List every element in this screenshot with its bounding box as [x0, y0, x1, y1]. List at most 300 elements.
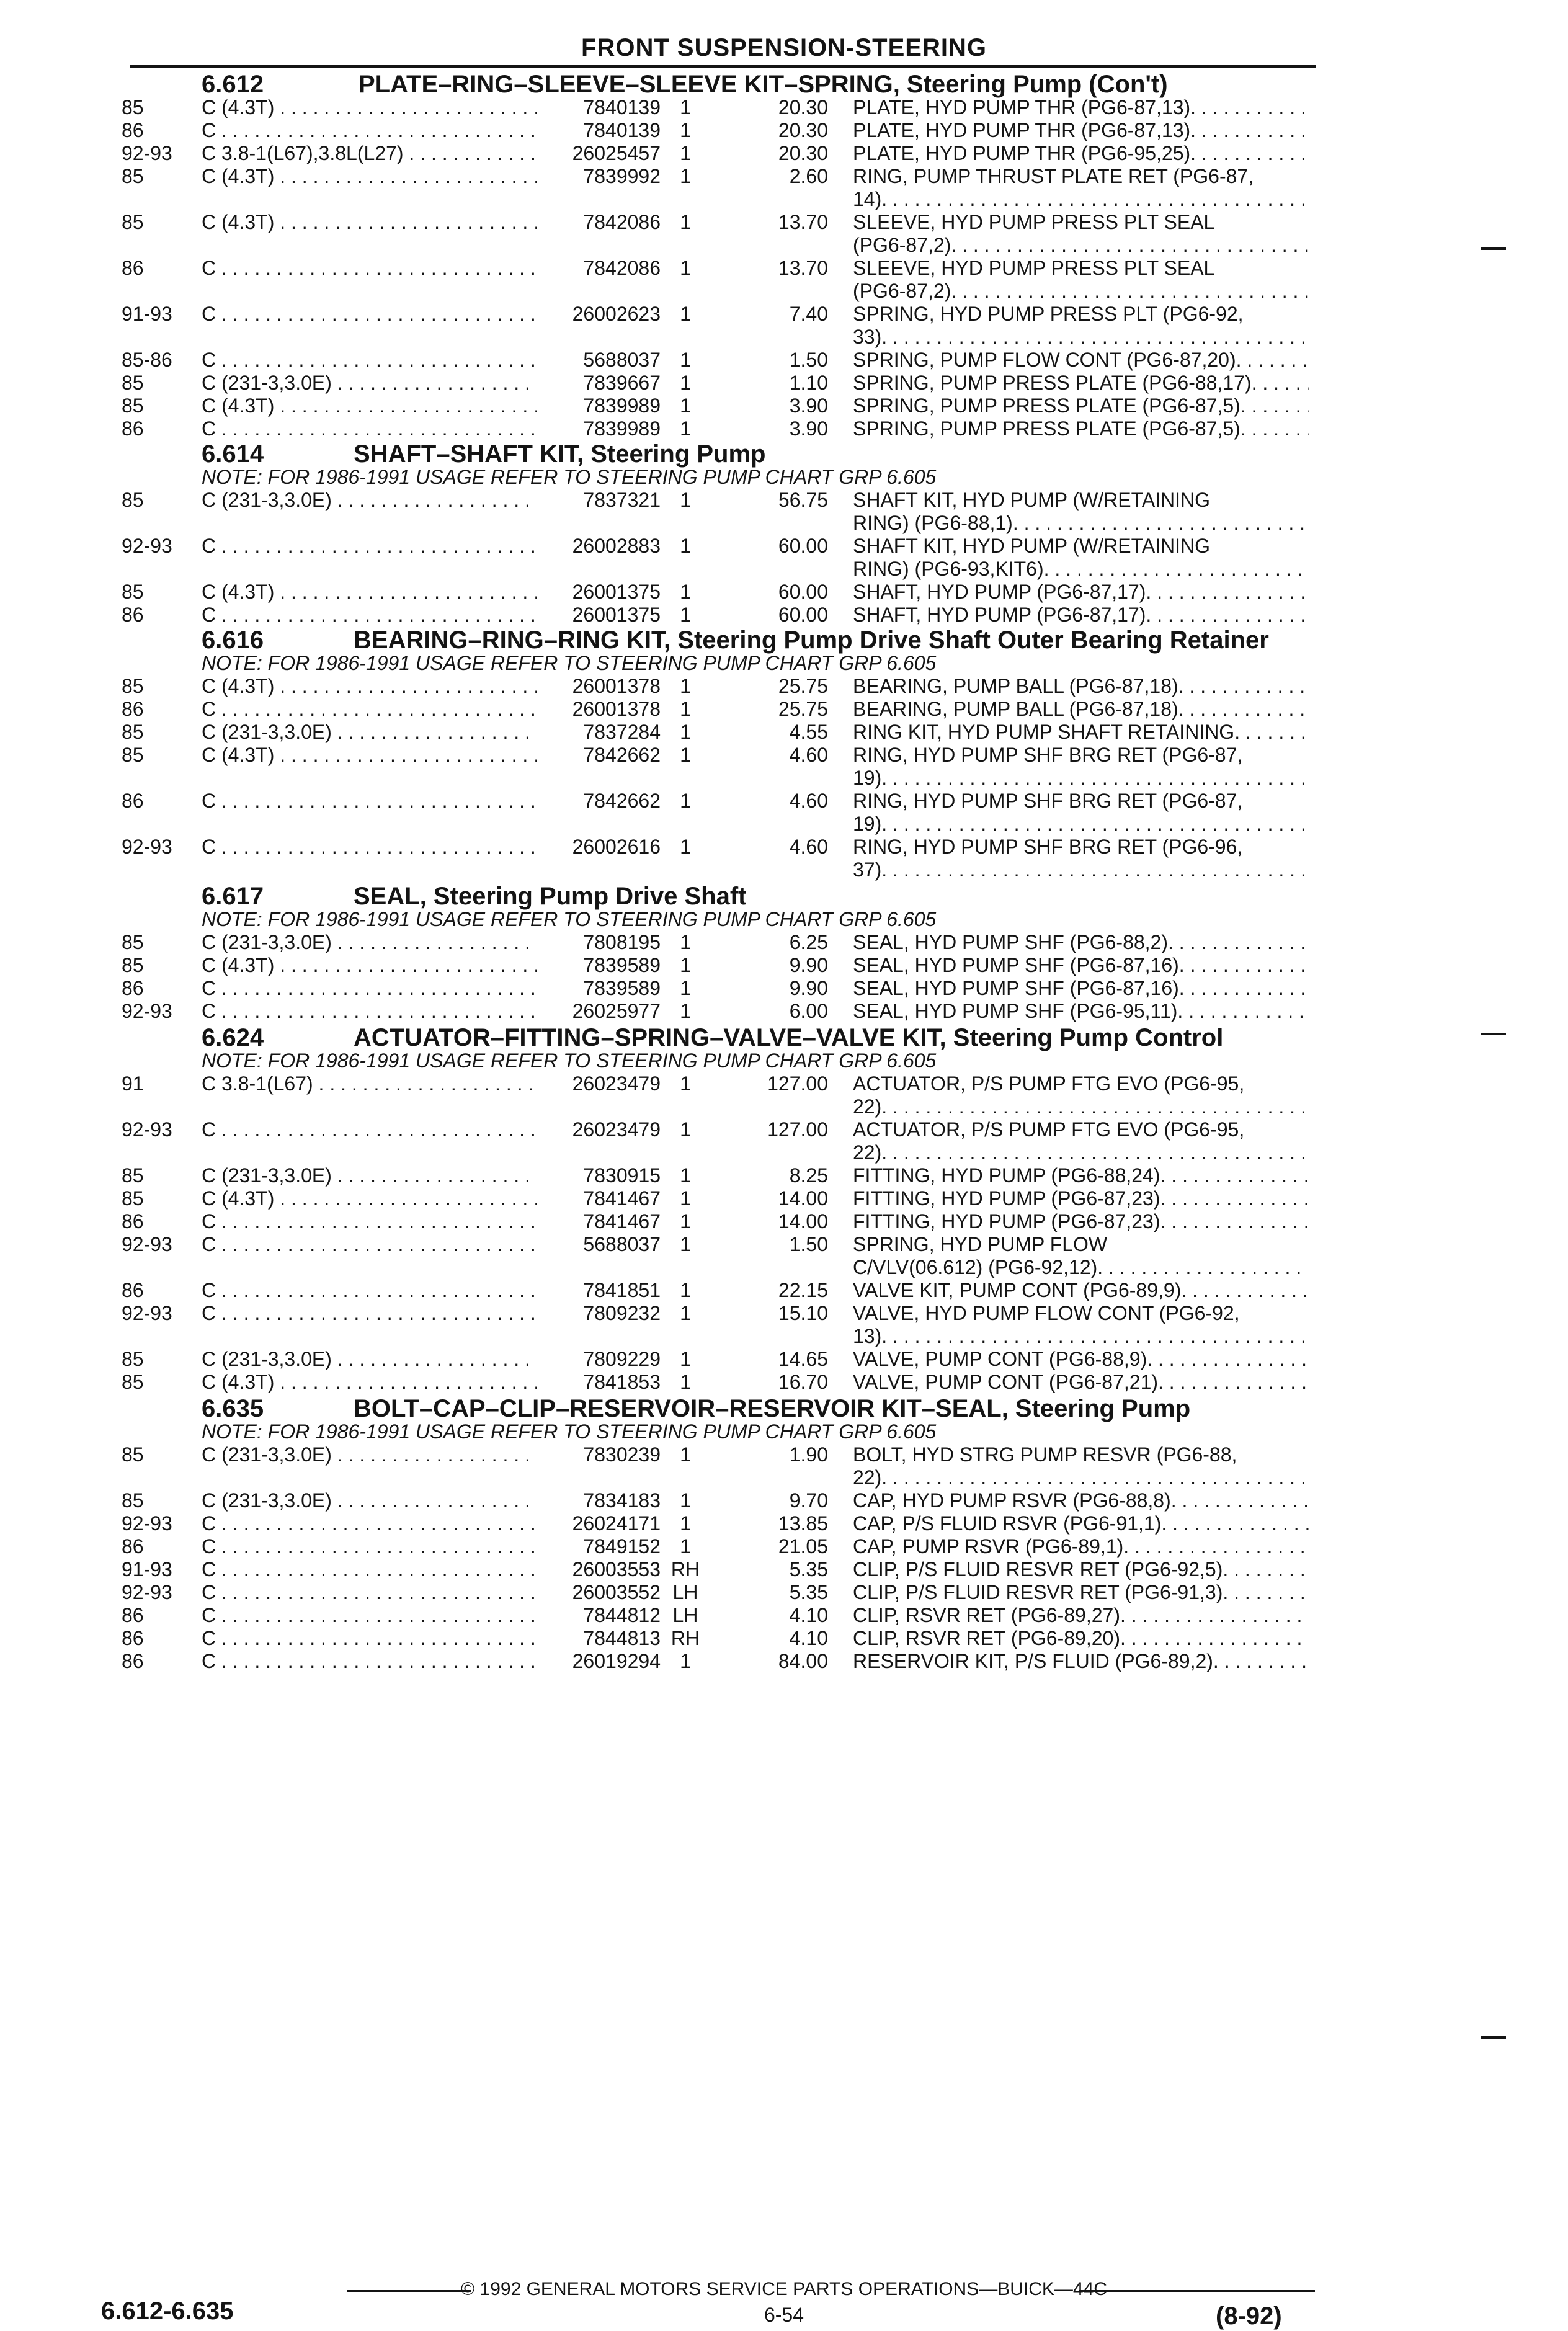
model-year: 85: [122, 744, 144, 766]
model-year: 85: [122, 675, 144, 697]
price: 1.50: [789, 1233, 828, 1255]
price: 20.30: [778, 119, 828, 141]
body-engine: C . . .: [202, 535, 537, 558]
price: 13.85: [778, 1512, 828, 1535]
part-number: 7808195: [583, 931, 661, 953]
part-number: 7841467: [583, 1210, 661, 1232]
part-name: SPRING, HYD PUMP FLOW C/VLV(06.612) (PG6-92,12) . . .: [853, 1233, 1309, 1279]
quantity: 1: [680, 142, 691, 164]
part-name: CLIP, RSVR RET (PG6-89,20) . . .: [853, 1627, 1309, 1650]
price: 3.90: [789, 394, 828, 417]
part-name: BEARING, PUMP BALL (PG6-87,18) . . .: [853, 698, 1309, 721]
price: 4.10: [789, 1627, 828, 1649]
body-engine: C . . .: [202, 977, 537, 1000]
price: 1.10: [789, 372, 828, 394]
margin-mark: [1481, 1033, 1506, 1035]
price: 4.60: [789, 744, 828, 766]
part-row: [0, 1535, 1568, 1558]
model-year: 86: [122, 417, 144, 440]
section-heading: [0, 73, 1568, 96]
part-row: [0, 1118, 1568, 1164]
part-row: [0, 96, 1568, 119]
price: 84.00: [778, 1650, 828, 1672]
price: 25.75: [778, 675, 828, 697]
section-heading: [0, 626, 1568, 654]
part-row: [0, 211, 1568, 257]
body-engine: C (4.3T) . . .: [202, 1187, 537, 1210]
section-note: NOTE: FOR 1986-1991 USAGE REFER TO STEERING PUMP CHART GRP 6.605: [202, 908, 937, 930]
part-row: [0, 1279, 1568, 1302]
part-row: [0, 303, 1568, 349]
body-engine: C (4.3T) . . .: [202, 744, 537, 767]
quantity: 1: [680, 581, 691, 603]
model-year: 91-93: [122, 303, 172, 325]
part-number: 7844813: [583, 1627, 661, 1649]
body-engine: C . . .: [202, 1650, 537, 1673]
part-number: 7809229: [583, 1348, 661, 1370]
body-engine: C (231-3,3.0E) . . .: [202, 1443, 537, 1466]
quantity: 1: [680, 349, 691, 371]
part-number: 7841851: [583, 1279, 661, 1301]
part-number: 7840139: [583, 96, 661, 118]
body-engine: C . . .: [202, 1118, 537, 1141]
model-year: 85: [122, 1489, 144, 1512]
price: 14.00: [778, 1210, 828, 1232]
section-number: 6.624: [202, 1024, 264, 1051]
price: 5.35: [789, 1581, 828, 1603]
body-engine: C . . .: [202, 1512, 537, 1535]
part-row: [0, 1187, 1568, 1210]
part-row: [0, 1348, 1568, 1371]
price: 20.30: [778, 96, 828, 118]
body-engine: C (231-3,3.0E) . . .: [202, 372, 537, 394]
body-engine: C . . .: [202, 257, 537, 280]
footer-copyright: © 1992 GENERAL MOTORS SERVICE PARTS OPERATIONS—BUICK—44C: [461, 2279, 1107, 2299]
part-name: VALVE, PUMP CONT (PG6-87,21) . . .: [853, 1371, 1309, 1394]
quantity: 1: [680, 836, 691, 858]
part-row: [0, 165, 1568, 211]
price: 13.70: [778, 211, 828, 233]
body-engine: C 3.8-1(L67),3.8L(L27) . . .: [202, 142, 537, 165]
part-name: BEARING, PUMP BALL (PG6-87,18) . . .: [853, 675, 1309, 698]
section-heading: [0, 1397, 1568, 1420]
price: 2.60: [789, 165, 828, 187]
part-name: SEAL, HYD PUMP SHF (PG6-88,2) . . .: [853, 931, 1309, 954]
body-engine: C (4.3T) . . .: [202, 211, 537, 234]
quantity: 1: [680, 954, 691, 976]
body-engine: C . . .: [202, 1535, 537, 1558]
part-number: 26002623: [572, 303, 661, 325]
part-name: SPRING, PUMP FLOW CONT (PG6-87,20) . . .: [853, 349, 1309, 372]
quantity: RH: [670, 1558, 700, 1580]
quantity: 1: [680, 417, 691, 440]
model-year: 85: [122, 931, 144, 953]
quantity: 1: [680, 1164, 691, 1187]
quantity: 1: [680, 1233, 691, 1255]
model-year: 86: [122, 1650, 144, 1672]
part-number: 26001375: [572, 604, 661, 626]
price: 22.15: [778, 1279, 828, 1301]
margin-mark: [1481, 247, 1506, 250]
model-year: 92-93: [122, 535, 172, 557]
body-engine: C . . .: [202, 790, 537, 813]
quantity: 1: [680, 1000, 691, 1022]
part-row: [0, 931, 1568, 954]
body-engine: C (231-3,3.0E) . . .: [202, 721, 537, 744]
model-year: 85: [122, 1164, 144, 1187]
part-row: [0, 954, 1568, 977]
model-year: 92-93: [122, 1581, 172, 1603]
part-name: SLEEVE, HYD PUMP PRESS PLT SEAL (PG6-87,2) . . .: [853, 211, 1309, 257]
part-number: 26001375: [572, 581, 661, 603]
part-number: 7842086: [583, 211, 661, 233]
part-number: 7842662: [583, 744, 661, 766]
part-name: CLIP, RSVR RET (PG6-89,27) . . .: [853, 1604, 1309, 1627]
part-name: FITTING, HYD PUMP (PG6-88,24) . . .: [853, 1164, 1309, 1187]
price: 9.90: [789, 977, 828, 999]
part-name: SLEEVE, HYD PUMP PRESS PLT SEAL (PG6-87,2) . . .: [853, 257, 1309, 303]
model-year: 85: [122, 165, 144, 187]
section-title: SEAL, Steering Pump Drive Shaft: [354, 883, 747, 910]
part-name: BOLT, HYD STRG PUMP RESVR (PG6-88, 22) . . .: [853, 1443, 1309, 1489]
quantity: 1: [680, 303, 691, 325]
part-row: [0, 1072, 1568, 1118]
quantity: 1: [680, 1279, 691, 1301]
quantity: 1: [680, 1535, 691, 1558]
part-name: SEAL, HYD PUMP SHF (PG6-87,16) . . .: [853, 977, 1309, 1000]
part-number: 7844812: [583, 1604, 661, 1626]
part-name: RING, PUMP THRUST PLATE RET (PG6-87, 14) . . .: [853, 165, 1309, 211]
part-row: [0, 489, 1568, 535]
part-name: SHAFT, HYD PUMP (PG6-87,17) . . .: [853, 581, 1309, 604]
section-number: 6.635: [202, 1395, 264, 1422]
part-name: FITTING, HYD PUMP (PG6-87,23) . . .: [853, 1187, 1309, 1210]
part-name: SPRING, PUMP PRESS PLATE (PG6-87,5) . . .: [853, 394, 1309, 417]
part-number: 7839989: [583, 417, 661, 440]
price: 4.55: [789, 721, 828, 743]
section-heading: [0, 1024, 1568, 1051]
body-engine: C (4.3T) . . .: [202, 394, 537, 417]
part-row: [0, 417, 1568, 440]
body-engine: C . . .: [202, 349, 537, 372]
footer-section-range: 6.612-6.635: [101, 2298, 234, 2325]
quantity: 1: [680, 698, 691, 720]
part-number: 5688037: [583, 349, 661, 371]
part-number: 7841467: [583, 1187, 661, 1210]
part-row: [0, 1210, 1568, 1233]
model-year: 85: [122, 954, 144, 976]
part-name: VALVE KIT, PUMP CONT (PG6-89,9) . . .: [853, 1279, 1309, 1302]
part-row: [0, 1443, 1568, 1489]
model-year: 85: [122, 1187, 144, 1210]
part-number: 7830915: [583, 1164, 661, 1187]
quantity: 1: [680, 165, 691, 187]
part-row: [0, 1627, 1568, 1650]
part-row: [0, 977, 1568, 1000]
price: 1.90: [789, 1443, 828, 1466]
part-name: ACTUATOR, P/S PUMP FTG EVO (PG6-95, 22) . . .: [853, 1118, 1309, 1164]
part-row: [0, 1371, 1568, 1394]
quantity: 1: [680, 489, 691, 511]
section-number: 6.617: [202, 883, 264, 910]
model-year: 85-86: [122, 349, 172, 371]
part-row: [0, 1650, 1568, 1673]
part-row: [0, 1000, 1568, 1023]
part-number: 26025977: [572, 1000, 661, 1022]
quantity: 1: [680, 394, 691, 417]
model-year: 91-93: [122, 1558, 172, 1580]
body-engine: C . . .: [202, 1558, 537, 1581]
price: 9.70: [789, 1489, 828, 1512]
quantity: 1: [680, 675, 691, 697]
price: 6.00: [789, 1000, 828, 1022]
parts-listing: [0, 73, 1568, 1673]
body-engine: C . . .: [202, 1302, 537, 1325]
part-row: [0, 836, 1568, 881]
price: 1.50: [789, 349, 828, 371]
body-engine: C . . .: [202, 119, 537, 142]
part-name: PLATE, HYD PUMP THR (PG6-87,13) . . .: [853, 119, 1309, 142]
quantity: LH: [672, 1581, 698, 1603]
body-engine: C . . .: [202, 836, 537, 858]
model-year: 85: [122, 394, 144, 417]
part-number: 26002883: [572, 535, 661, 557]
part-name: VALVE, PUMP CONT (PG6-88,9) . . .: [853, 1348, 1309, 1371]
part-row: [0, 349, 1568, 372]
quantity: 1: [680, 1371, 691, 1393]
part-name: ACTUATOR, P/S PUMP FTG EVO (PG6-95, 22) . . .: [853, 1072, 1309, 1118]
quantity: 1: [680, 1118, 691, 1141]
part-row: [0, 675, 1568, 698]
part-number: 26001378: [572, 698, 661, 720]
quantity: 1: [680, 931, 691, 953]
part-number: 26003553: [572, 1558, 661, 1580]
price: 14.65: [778, 1348, 828, 1370]
body-engine: C 3.8-1(L67) . . .: [202, 1072, 537, 1095]
body-engine: C (4.3T) . . .: [202, 954, 537, 977]
part-name: SHAFT, HYD PUMP (PG6-87,17) . . .: [853, 604, 1309, 626]
model-year: 85: [122, 1443, 144, 1466]
part-number: 7837321: [583, 489, 661, 511]
body-engine: C (4.3T) . . .: [202, 96, 537, 119]
model-year: 92-93: [122, 1000, 172, 1022]
part-number: 7842086: [583, 257, 661, 279]
part-name: CAP, P/S FLUID RSVR (PG6-91,1) . . .: [853, 1512, 1309, 1535]
part-name: RESERVOIR KIT, P/S FLUID (PG6-89,2) . . .: [853, 1650, 1309, 1673]
section-title: BOLT–CAP–CLIP–RESERVOIR–RESERVOIR KIT–SEAL, Steering Pump: [354, 1395, 1191, 1422]
quantity: 1: [680, 1443, 691, 1466]
price: 21.05: [778, 1535, 828, 1558]
model-year: 85: [122, 721, 144, 743]
part-number: 7839992: [583, 165, 661, 187]
price: 60.00: [778, 535, 828, 557]
model-year: 86: [122, 1279, 144, 1301]
model-year: 85: [122, 489, 144, 511]
price: 3.90: [789, 417, 828, 440]
part-name: SPRING, PUMP PRESS PLATE (PG6-87,5) . . .: [853, 417, 1309, 440]
part-name: CLIP, P/S FLUID RESVR RET (PG6-91,3) . . .: [853, 1581, 1309, 1604]
part-number: 26019294: [572, 1650, 661, 1672]
model-year: 85: [122, 581, 144, 603]
quantity: 1: [680, 604, 691, 626]
quantity: 1: [680, 790, 691, 812]
price: 127.00: [767, 1118, 828, 1141]
part-number: 7830239: [583, 1443, 661, 1466]
model-year: 86: [122, 1210, 144, 1232]
quantity: 1: [680, 96, 691, 118]
price: 4.10: [789, 1604, 828, 1626]
model-year: 92-93: [122, 142, 172, 164]
part-row: [0, 604, 1568, 626]
quantity: 1: [680, 1348, 691, 1370]
quantity: LH: [672, 1604, 698, 1626]
quantity: 1: [680, 1489, 691, 1512]
quantity: 1: [680, 1302, 691, 1324]
price: 16.70: [778, 1371, 828, 1393]
model-year: 92-93: [122, 1512, 172, 1535]
part-name: RING, HYD PUMP SHF BRG RET (PG6-87, 19) . . .: [853, 744, 1309, 790]
price: 6.25: [789, 931, 828, 953]
part-name: RING, HYD PUMP SHF BRG RET (PG6-87, 19) . . .: [853, 790, 1309, 836]
quantity: 1: [680, 372, 691, 394]
margin-mark: [1481, 2036, 1506, 2039]
header-rule: [130, 65, 1316, 68]
quantity: 1: [680, 1650, 691, 1672]
price: 4.60: [789, 836, 828, 858]
part-name: PLATE, HYD PUMP THR (PG6-87,13) . . .: [853, 96, 1309, 119]
part-number: 7849152: [583, 1535, 661, 1558]
body-engine: C . . .: [202, 1627, 537, 1650]
price: 14.00: [778, 1187, 828, 1210]
part-number: 7839589: [583, 954, 661, 976]
part-number: 7809232: [583, 1302, 661, 1324]
part-row: [0, 744, 1568, 790]
model-year: 92-93: [122, 1233, 172, 1255]
model-year: 86: [122, 119, 144, 141]
quantity: 1: [680, 119, 691, 141]
model-year: 86: [122, 1604, 144, 1626]
body-engine: C (231-3,3.0E) . . .: [202, 489, 537, 512]
quantity: 1: [680, 1512, 691, 1535]
part-row: [0, 1489, 1568, 1512]
part-name: CLIP, P/S FLUID RESVR RET (PG6-92,5) . . .: [853, 1558, 1309, 1581]
body-engine: C . . .: [202, 1279, 537, 1302]
body-engine: C (231-3,3.0E) . . .: [202, 1348, 537, 1371]
price: 5.35: [789, 1558, 828, 1580]
page-title: FRONT SUSPENSION-STEERING: [581, 34, 987, 61]
part-row: [0, 721, 1568, 744]
part-row: [0, 1512, 1568, 1535]
body-engine: C (4.3T) . . .: [202, 165, 537, 188]
quantity: 1: [680, 1210, 691, 1232]
part-row: [0, 394, 1568, 417]
model-year: 86: [122, 604, 144, 626]
footer-page-number: 6-54: [764, 2304, 804, 2326]
body-engine: C (4.3T) . . .: [202, 581, 537, 604]
part-name: CAP, HYD PUMP RSVR (PG6-88,8) . . .: [853, 1489, 1309, 1512]
part-row: [0, 257, 1568, 303]
quantity: 1: [680, 211, 691, 233]
part-name: RING KIT, HYD PUMP SHAFT RETAINING . . .: [853, 721, 1309, 744]
body-engine: C (231-3,3.0E) . . .: [202, 1489, 537, 1512]
body-engine: C . . .: [202, 1000, 537, 1023]
section-title: PLATE–RING–SLEEVE–SLEEVE KIT–SPRING, Steering Pump (Con't): [359, 71, 1168, 98]
price: 7.40: [789, 303, 828, 325]
quantity: 1: [680, 535, 691, 557]
part-number: 7837284: [583, 721, 661, 743]
part-name: SHAFT KIT, HYD PUMP (W/RETAINING RING) (PG6-88,1) . . .: [853, 489, 1309, 535]
model-year: 91: [122, 1072, 144, 1095]
section-title: BEARING–RING–RING KIT, Steering Pump Drive Shaft Outer Bearing Retainer: [354, 626, 1269, 654]
body-engine: C . . .: [202, 1581, 537, 1604]
part-row: [0, 535, 1568, 581]
part-row: [0, 1581, 1568, 1604]
part-row: [0, 1164, 1568, 1187]
part-name: RING, HYD PUMP SHF BRG RET (PG6-96, 37) . . .: [853, 836, 1309, 881]
model-year: 85: [122, 1348, 144, 1370]
quantity: 1: [680, 257, 691, 279]
model-year: 86: [122, 1627, 144, 1649]
quantity: 1: [680, 1187, 691, 1210]
part-number: 7841853: [583, 1371, 661, 1393]
part-number: 7839989: [583, 394, 661, 417]
price: 60.00: [778, 604, 828, 626]
body-engine: C . . .: [202, 698, 537, 721]
body-engine: C . . .: [202, 1233, 537, 1256]
model-year: 86: [122, 790, 144, 812]
section-note: NOTE: FOR 1986-1991 USAGE REFER TO STEERING PUMP CHART GRP 6.605: [202, 466, 937, 488]
model-year: 85: [122, 1371, 144, 1393]
model-year: 92-93: [122, 1302, 172, 1324]
part-row: [0, 581, 1568, 604]
model-year: 92-93: [122, 1118, 172, 1141]
part-number: 26023479: [572, 1118, 661, 1141]
section-number: 6.616: [202, 626, 264, 654]
part-row: [0, 1302, 1568, 1348]
body-engine: C . . .: [202, 1210, 537, 1233]
part-row: [0, 1233, 1568, 1279]
price: 8.25: [789, 1164, 828, 1187]
price: 60.00: [778, 581, 828, 603]
section-heading: [0, 440, 1568, 468]
quantity: RH: [670, 1627, 700, 1649]
part-number: 26003552: [572, 1581, 661, 1603]
body-engine: C (231-3,3.0E) . . .: [202, 931, 537, 954]
section-title: ACTUATOR–FITTING–SPRING–VALVE–VALVE KIT, Steering Pump Control: [354, 1024, 1224, 1051]
part-row: [0, 790, 1568, 836]
part-number: 5688037: [583, 1233, 661, 1255]
model-year: 86: [122, 698, 144, 720]
part-name: SHAFT KIT, HYD PUMP (W/RETAINING RING) (PG6-93,KIT6) . . .: [853, 535, 1309, 581]
price: 20.30: [778, 142, 828, 164]
part-number: 26024171: [572, 1512, 661, 1535]
part-number: 7842662: [583, 790, 661, 812]
part-row: [0, 1558, 1568, 1581]
part-number: 7840139: [583, 119, 661, 141]
body-engine: C . . .: [202, 1604, 537, 1627]
model-year: 92-93: [122, 836, 172, 858]
part-name: SEAL, HYD PUMP SHF (PG6-87,16) . . .: [853, 954, 1309, 977]
body-engine: C (4.3T) . . .: [202, 1371, 537, 1394]
part-number: 26001378: [572, 675, 661, 697]
price: 127.00: [767, 1072, 828, 1095]
part-name: VALVE, HYD PUMP FLOW CONT (PG6-92, 13) . . .: [853, 1302, 1309, 1348]
part-number: 7834183: [583, 1489, 661, 1512]
price: 56.75: [778, 489, 828, 511]
part-row: [0, 1604, 1568, 1627]
section-number: 6.612: [202, 71, 264, 98]
part-name: SPRING, PUMP PRESS PLATE (PG6-88,17) . . .: [853, 372, 1309, 394]
